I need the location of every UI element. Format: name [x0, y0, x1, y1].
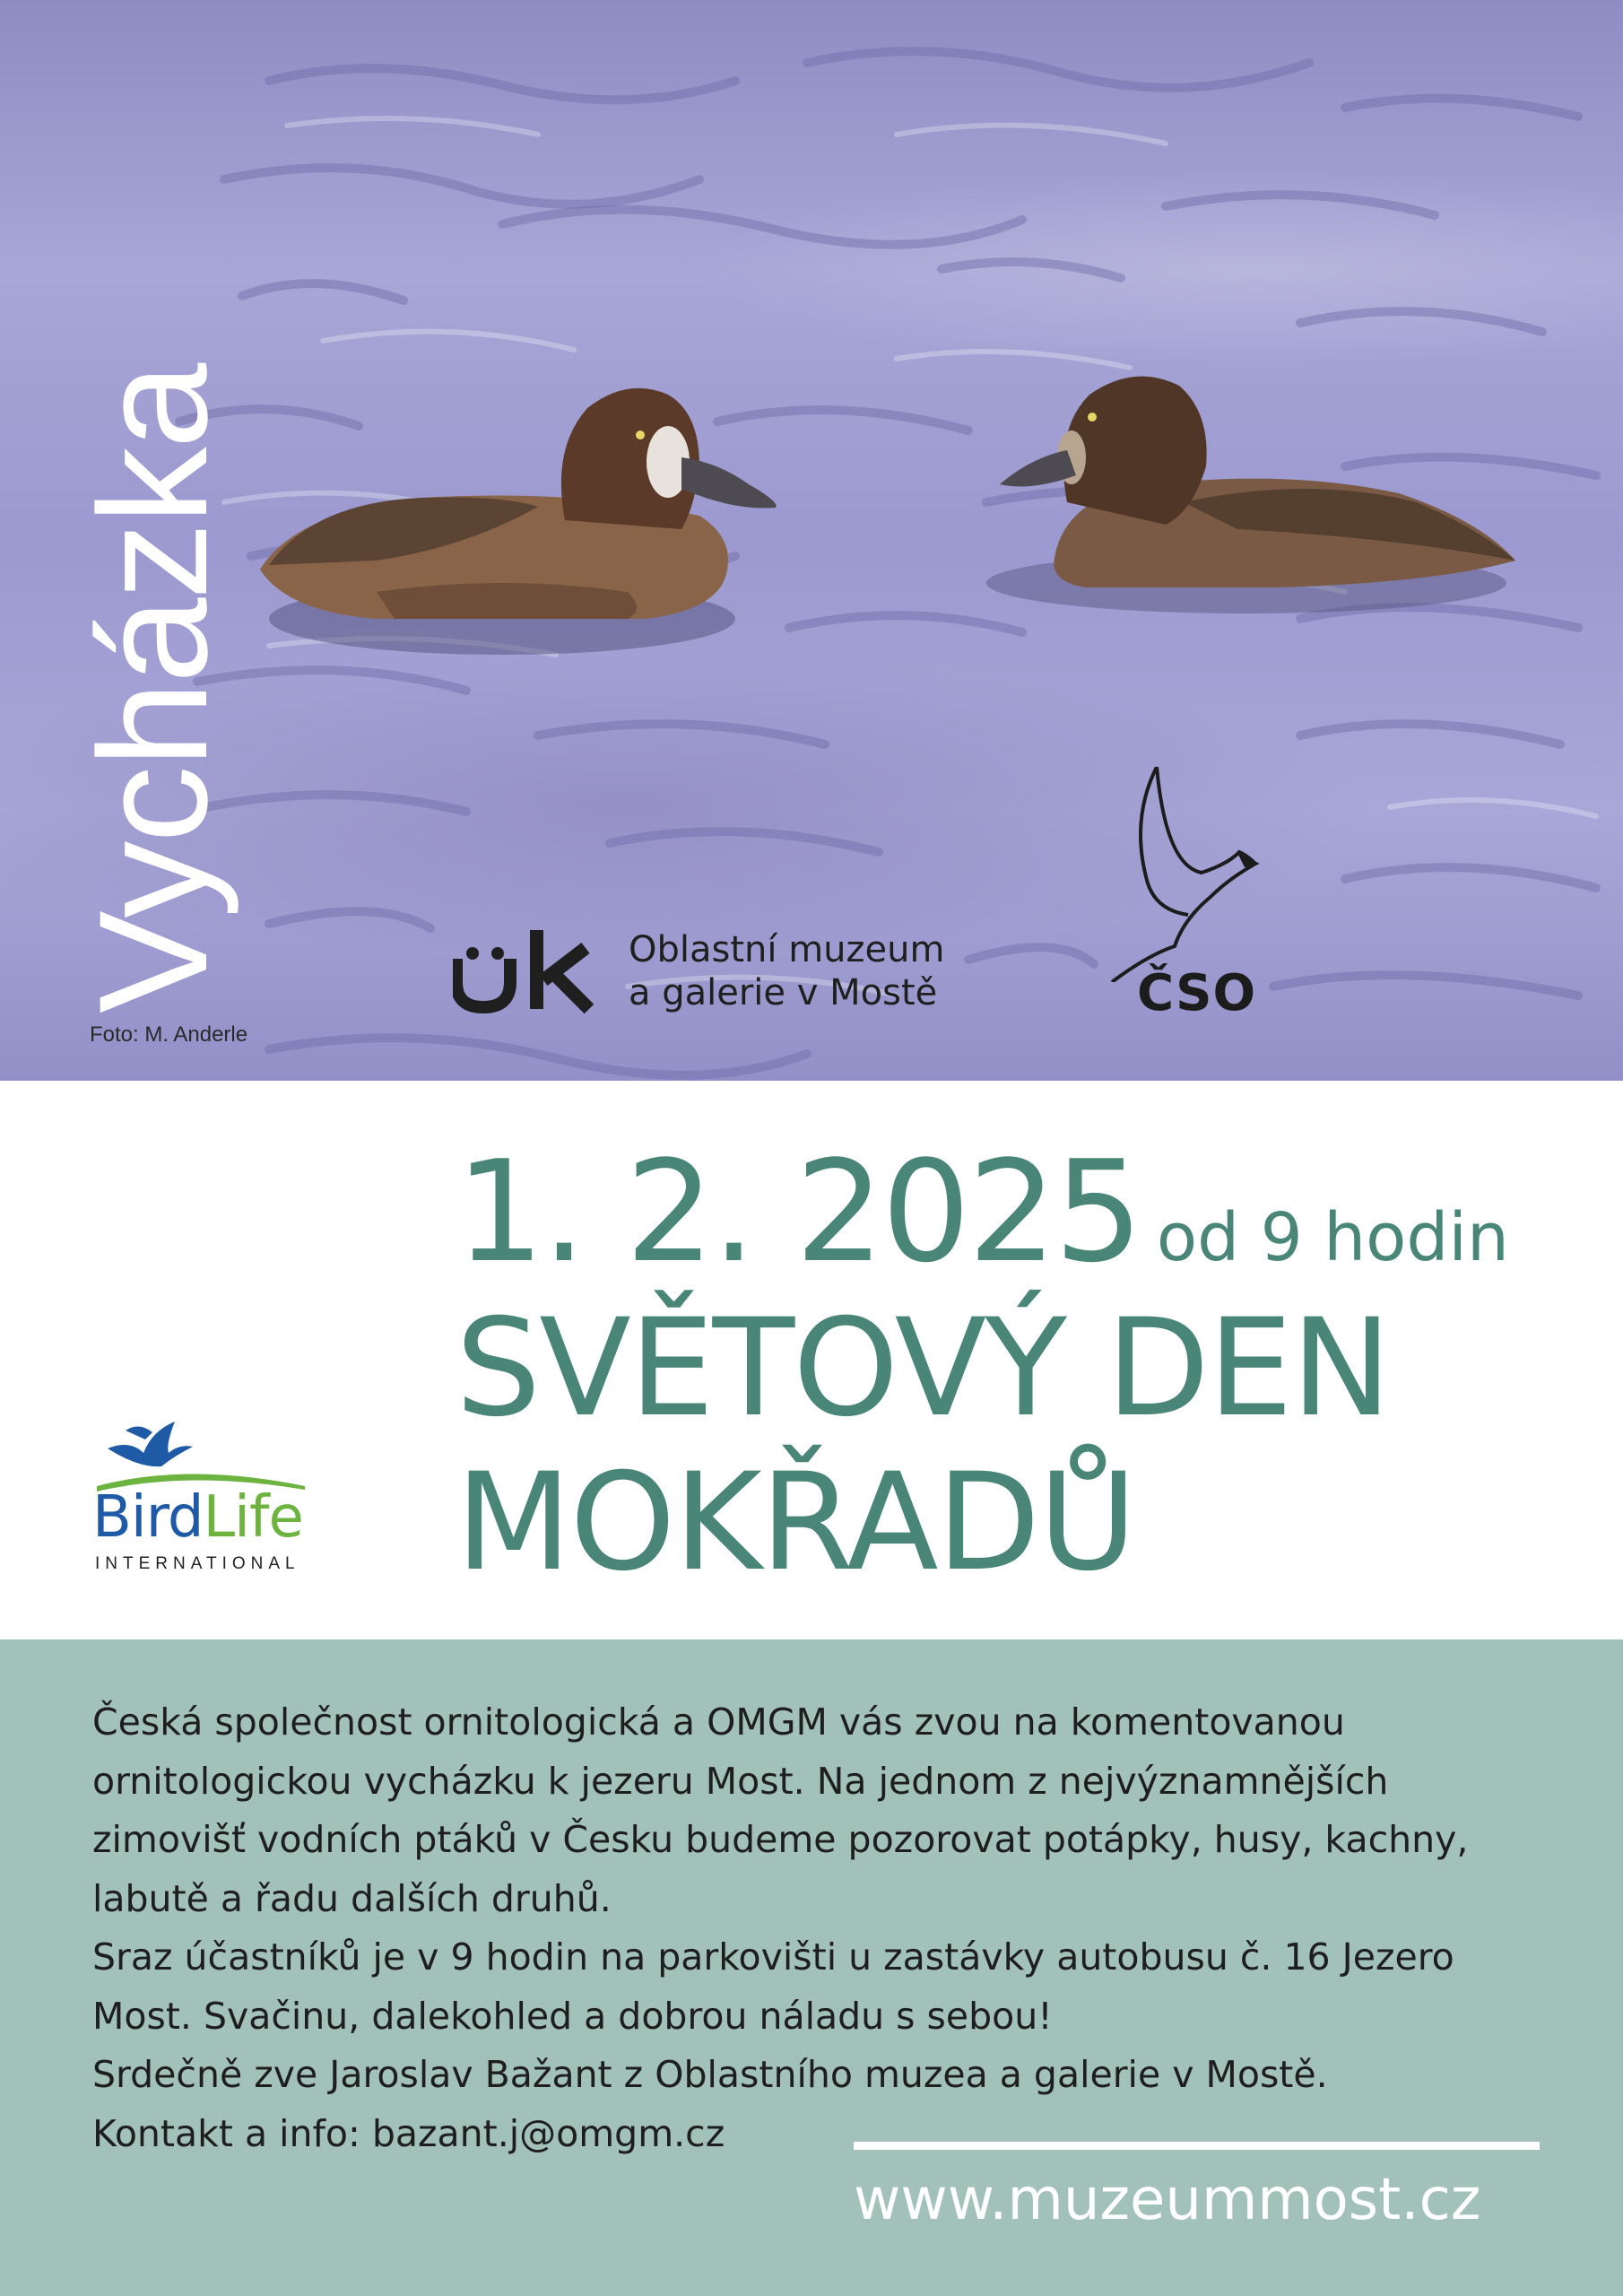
- event-date: 1. 2. 2025: [456, 1130, 1141, 1293]
- event-time: od 9 hodin: [1156, 1199, 1509, 1276]
- photo-credit: Foto: M. Anderle: [90, 1022, 248, 1047]
- hero-photo: [0, 0, 1623, 1081]
- info-line: Most. Svačinu, dalekohled a dobrou náladu s sebou!: [92, 1994, 1053, 2038]
- website-divider: [854, 2142, 1540, 2150]
- museum-name-line1: Oblastní muzeum: [629, 929, 945, 970]
- event-title-line1: SVĚTOVÝ DEN: [456, 1291, 1391, 1447]
- info-line: zimovišť vodních ptáků v Česku budeme pozorovat potápky, husy, kachny,: [92, 1818, 1469, 1861]
- event-title-line2: MOKŘADŮ: [456, 1445, 1135, 1601]
- water-ripples: [0, 0, 1623, 1081]
- birdlife-wordmark: BirdLife: [92, 1484, 303, 1551]
- contact-line[interactable]: Kontakt a info: bazant.j@omgm.cz: [92, 2111, 725, 2155]
- cso-bird-logo-icon: [1103, 767, 1300, 982]
- website-link[interactable]: www.muzeummost.cz: [854, 2167, 1481, 2233]
- cso-logo-text: ČSO: [1137, 964, 1257, 1022]
- event-date-line: [456, 1130, 1509, 1293]
- museum-logo-icon: [453, 928, 603, 1014]
- vertical-title: Vycházka: [67, 364, 239, 1013]
- left-duck: [260, 388, 777, 655]
- birdlife-logo-icon: [90, 1413, 305, 1493]
- info-line: Sraz účastníků je v 9 hodin na parkovišti u zastávky autobusu č. 16 Jezero: [92, 1935, 1454, 1979]
- event-title: [456, 1292, 1390, 1600]
- info-line: Česká společnost ornitologická a OMGM vás zvou na komentovanou: [92, 1700, 1345, 1744]
- birdlife-international: INTERNATIONAL: [95, 1554, 300, 1573]
- info-text: [92, 1693, 1563, 2163]
- info-line: Srdečně zve Jaroslav Bažant z Oblastního muzea a galerie v Mostě.: [92, 2053, 1328, 2096]
- info-line: ornitologickou vycházku k jezeru Most. Na jednom z nejvýznamnějších: [92, 1759, 1389, 1803]
- info-line: labutě a řadu dalších druhů.: [92, 1876, 612, 1920]
- museum-name-line2: a galerie v Mostě: [629, 972, 938, 1013]
- museum-logo: [453, 928, 944, 1014]
- info-panel: [0, 1639, 1623, 2296]
